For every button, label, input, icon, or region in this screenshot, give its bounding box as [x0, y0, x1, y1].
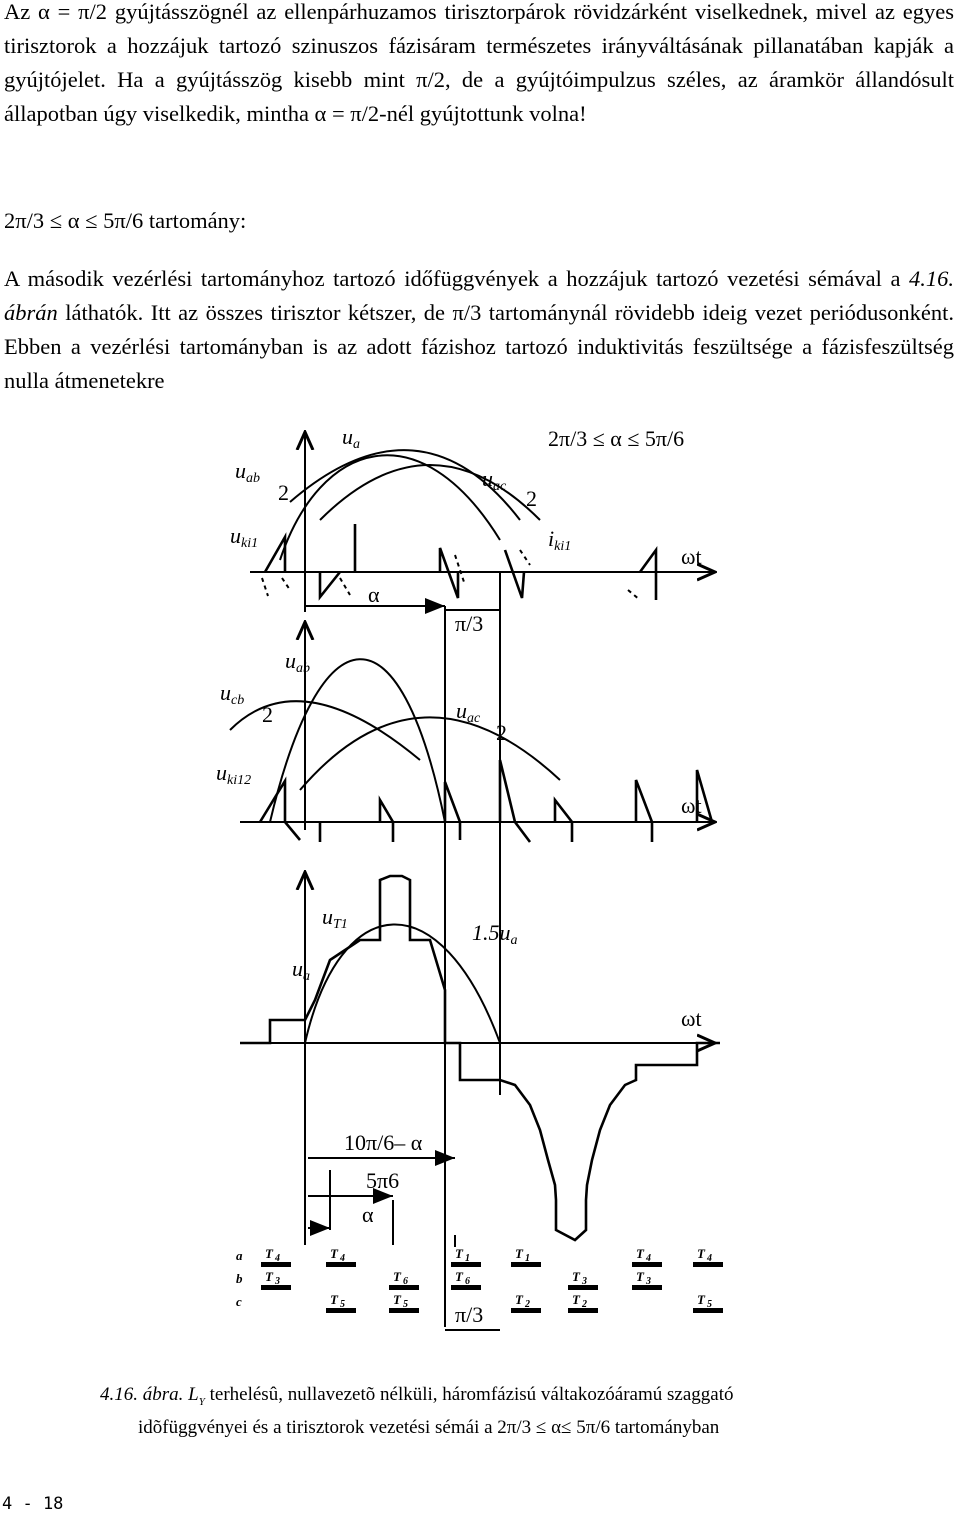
uab-2-label: 2 [278, 480, 289, 505]
caption-L: $L_Y$ [188, 1384, 205, 1408]
thyristor-label: T $_6$ [455, 1269, 470, 1287]
thyristor-label: T $_2$ [572, 1292, 587, 1310]
caption-number: 4.16. ábra. [100, 1384, 184, 1405]
thyristor-label: T $_5$ [697, 1292, 712, 1310]
dim-5pi6-label: 5π6 [366, 1168, 400, 1193]
figure-reference: 4.16. ábrán [4, 266, 954, 325]
thyristor-label: T $_4$ [330, 1246, 345, 1264]
uki1-label: uki1 [230, 523, 259, 551]
top-pi3-label: π/3 [455, 611, 484, 636]
uac-label: uac [482, 466, 507, 494]
caption-line-2: idõfüggvényei és a tirisztorok vezetési sémái a 2π/3 ≤ α≤ 5π/6 tartományban [138, 1417, 720, 1438]
uki12-waveform [260, 760, 712, 842]
phase-label-b: b [236, 1271, 243, 1286]
ucb-half-curve [230, 701, 420, 760]
thyristor-label: T $_4$ [636, 1246, 651, 1264]
uT1-label: uT1 [322, 904, 348, 932]
bottom-ua-label: ua [292, 956, 310, 984]
second-text-after: láthatók. Itt az összes tirisztor kétszer, de π/3 tartománynál rövidebb ideig vezet periódusonként. Ebben a vezérlési tartományban is az adott fázishoz tartozó induktivitás feszültsége a fázisfeszültség nulla átmenetekre [4, 300, 954, 393]
dim-alpha-label: α [362, 1202, 374, 1227]
ua-label: ua [342, 424, 360, 452]
mid-uab-label: uab [285, 648, 310, 676]
thyristor-label: T $_1$ [455, 1246, 470, 1264]
phase-label-a: a [236, 1248, 243, 1263]
thyristor-label: T $_3$ [572, 1269, 587, 1287]
thyristor-label: T $_4$ [697, 1246, 712, 1264]
top-wt-label: ωt [681, 544, 702, 569]
phase-labels [236, 1248, 243, 1309]
thyristor-label: T $_2$ [515, 1292, 530, 1310]
waveform-figure [0, 420, 960, 1380]
ua15-label: 1.5ua [472, 920, 518, 948]
uab-label: uab [235, 458, 260, 486]
uac-2-label: 2 [526, 486, 537, 511]
second-paragraph [4, 262, 954, 398]
thyristor-label: T $_3$ [636, 1269, 651, 1287]
iki1-label: iki1 [548, 526, 572, 554]
ucb-2-label: 2 [262, 702, 273, 727]
ua-sine-curve [305, 924, 500, 1043]
thyristor-label: T $_4$ [265, 1246, 280, 1264]
top-alpha-label: α [368, 582, 380, 607]
middle-wt-label: ωt [681, 793, 702, 818]
intro-text: Az α = π/2 gyújtásszögnél az ellenpárhuzamos tirisztorpárok rövidzárként viselkednek, mivel az egyes tirisztorok a hozzájuk tartozó szinuszos fázisáram természetes irányváltásának pillanatában kapják a gyújtójelet. Ha a gyújtásszög kisebb mint π/2, de a gyújtóimpulzus széles, az áramkör állandósult állapotban úgy viselkedik, mintha α = π/2-nél gyújtottunk volna! [4, 0, 954, 126]
mid-uac-2-label: 2 [496, 720, 507, 745]
thyristor-label: T $_5$ [330, 1292, 345, 1310]
thyristor-label: T $_3$ [265, 1269, 280, 1287]
mid-uac-label: uac [456, 698, 481, 726]
bottom-wt-label: ωt [681, 1006, 702, 1031]
second-text-before: A második vezérlési tartományhoz tartozó időfüggvények a hozzájuk tartozó vezetési sémával a [4, 266, 909, 291]
uki12-label: uki12 [216, 760, 252, 788]
intro-paragraph [4, 0, 954, 131]
uab-curve [270, 659, 445, 822]
conduction-scheme [261, 1246, 723, 1313]
uac-half-curve-2 [300, 717, 560, 790]
thyristor-label: T $_5$ [393, 1292, 408, 1310]
uki1-waveform [265, 524, 656, 600]
dim-pi3-label: π/3 [455, 1302, 484, 1327]
phase-label-c: c [236, 1294, 242, 1309]
thyristor-label: T $_1$ [515, 1246, 530, 1264]
page-number: 4 - 18 [2, 1494, 64, 1514]
caption-text-1: terhelésû, nullavezetõ nélküli, háromfázisú váltakozóáramú szaggató [209, 1384, 734, 1405]
range-label: 2π/3 ≤ α ≤ 5π/6 [548, 426, 685, 451]
ucb-label: ucb [220, 680, 245, 708]
dim-10pi6-label: 10π/6– α [344, 1130, 423, 1155]
thyristor-label: T $_6$ [393, 1269, 408, 1287]
uac-half-curve [320, 465, 540, 520]
range-heading: 2π/3 ≤ α ≤ 5π/6 tartomány: [4, 208, 247, 233]
